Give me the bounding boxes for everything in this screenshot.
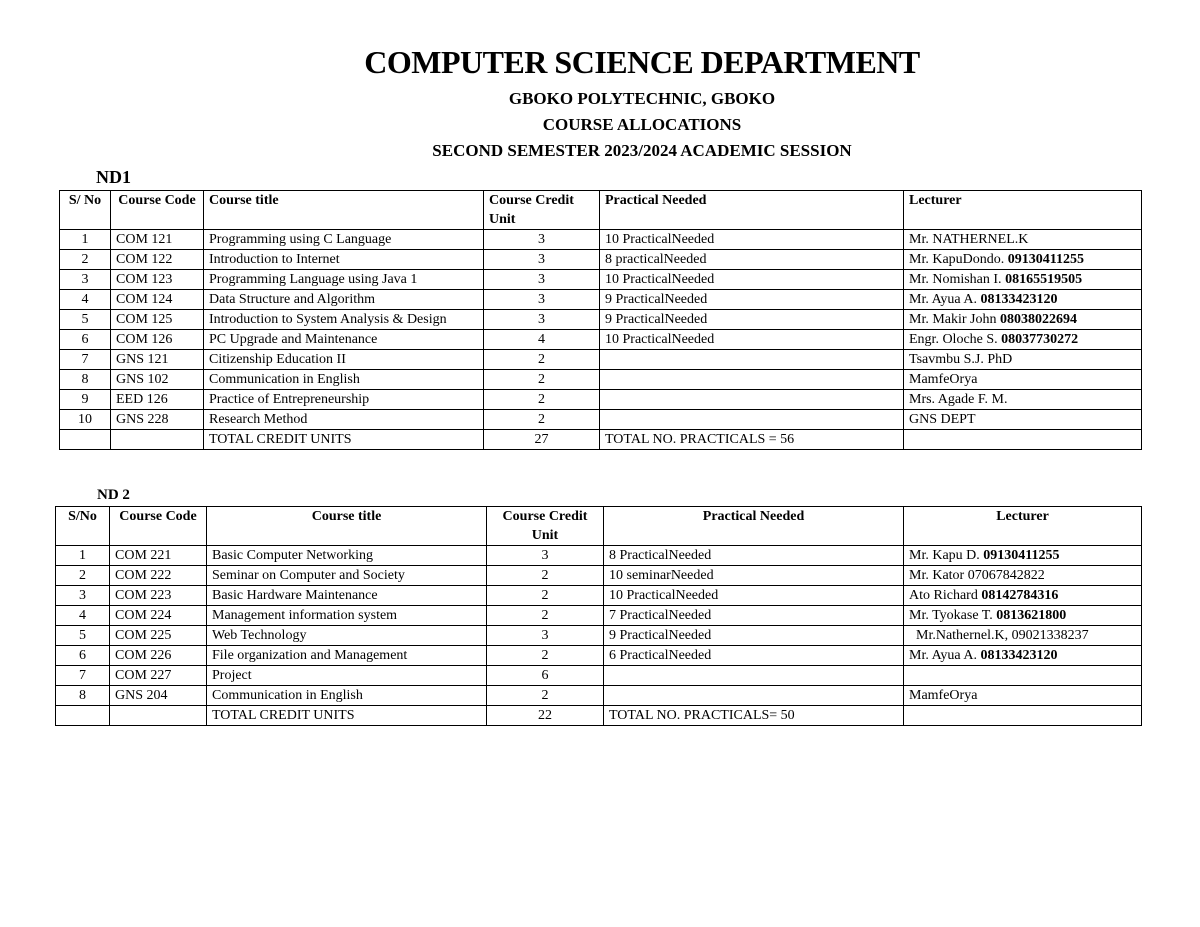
table-row — [56, 666, 1142, 686]
serial-number: 3 — [60, 270, 111, 290]
lecturer-name: Mr. NATHERNEL.K — [909, 232, 1029, 247]
course-title: Basic Computer Networking — [207, 546, 487, 566]
lecturer-name: Tsavmbu S.J. PhD — [909, 352, 1013, 367]
table-row — [56, 546, 1142, 566]
column-header: Course Credit Unit — [487, 507, 604, 546]
total-practicals: TOTAL NO. PRACTICALS = 56 — [600, 430, 904, 450]
course-code: EED 126 — [111, 390, 204, 410]
lecturer-phone: 09130411255 — [983, 548, 1060, 563]
course-title: Basic Hardware Maintenance — [207, 586, 487, 606]
lecturer — [904, 686, 1142, 706]
credit-unit: 2 — [487, 586, 604, 606]
credit-unit: 3 — [484, 250, 600, 270]
lecturer-phone: 08038022694 — [1000, 312, 1077, 327]
credit-unit: 2 — [484, 350, 600, 370]
subtitle: COURSE ALLOCATIONS — [542, 115, 742, 134]
table-row — [60, 290, 1142, 310]
serial-number: 1 — [56, 546, 110, 566]
column-header: Practical Needed — [604, 507, 904, 546]
lecturer-phone: 08142784316 — [981, 588, 1059, 603]
table-header — [60, 191, 1142, 230]
table-row — [56, 606, 1142, 626]
lecturer-name: Engr. Oloche S. — [909, 332, 998, 347]
course-title: Programming Language using Java 1 — [204, 270, 484, 290]
lecturer — [904, 586, 1142, 606]
serial-number: 4 — [60, 290, 111, 310]
practical-needed: 10 PracticalNeeded — [600, 230, 904, 250]
practical-needed: 9 PracticalNeeded — [604, 626, 904, 646]
serial-number: 2 — [60, 250, 111, 270]
credit-unit: 2 — [484, 390, 600, 410]
course-code: COM 225 — [110, 626, 207, 646]
practical-needed: 8 PracticalNeeded — [604, 546, 904, 566]
course-code: COM 222 — [110, 566, 207, 586]
lecturer-phone: 08133423120 — [980, 292, 1058, 307]
course-title: Communication in English — [207, 686, 487, 706]
course-title: Communication in English — [204, 370, 484, 390]
lecturer — [904, 310, 1142, 330]
serial-number: 10 — [60, 410, 111, 430]
lecturer-name: Mr. Tyokase T. — [909, 608, 993, 623]
empty-cell — [904, 430, 1142, 450]
total-row — [60, 430, 1142, 450]
lecturer-name: MamfeOrya — [909, 688, 978, 703]
course-code: GNS 102 — [111, 370, 204, 390]
serial-number: 7 — [60, 350, 111, 370]
lecturer-name: Mr. Ayua A. — [909, 292, 977, 307]
course-title: Citizenship Education II — [204, 350, 484, 370]
practical-needed: 6 PracticalNeeded — [604, 646, 904, 666]
table-row — [60, 410, 1142, 430]
serial-number: 2 — [56, 566, 110, 586]
lecturer-name: Mrs. Agade F. M. — [909, 392, 1008, 407]
course-title: Introduction to Internet — [204, 250, 484, 270]
serial-number: 7 — [56, 666, 110, 686]
nd1-label: ND1 — [96, 167, 131, 187]
table-row — [56, 566, 1142, 586]
lecturer-name: GNS DEPT — [909, 412, 976, 427]
practical-needed — [600, 370, 904, 390]
lecturer — [904, 370, 1142, 390]
practical-needed: 10 PracticalNeeded — [600, 270, 904, 290]
credit-unit: 6 — [487, 666, 604, 686]
lecturer — [904, 330, 1142, 350]
serial-number: 3 — [56, 586, 110, 606]
serial-number: 5 — [60, 310, 111, 330]
lecturer — [904, 350, 1142, 370]
serial-number: 8 — [56, 686, 110, 706]
total-row — [56, 706, 1142, 726]
total-practicals: TOTAL NO. PRACTICALS= 50 — [604, 706, 904, 726]
column-header: S/ No — [60, 191, 111, 230]
total-label: TOTAL CREDIT UNITS — [207, 706, 487, 726]
table-row — [60, 370, 1142, 390]
lecturer-phone: 08133423120 — [980, 648, 1058, 663]
lecturer-name: Mr. KapuDondo. — [909, 252, 1005, 267]
table-row — [60, 310, 1142, 330]
credit-unit: 3 — [484, 270, 600, 290]
lecturer — [904, 566, 1142, 586]
lecturer — [904, 606, 1142, 626]
serial-number: 5 — [56, 626, 110, 646]
course-code: COM 226 — [110, 646, 207, 666]
practical-needed — [600, 410, 904, 430]
practical-needed: 10 PracticalNeeded — [604, 586, 904, 606]
column-header: Course title — [207, 507, 487, 546]
table-row — [60, 350, 1142, 370]
session: SECOND SEMESTER 2023/2024 ACADEMIC SESSION — [432, 141, 852, 160]
credit-unit: 2 — [484, 370, 600, 390]
course-title: Programming using C Language — [204, 230, 484, 250]
lecturer-name: Mr. Kator 07067842822 — [909, 568, 1045, 583]
lecturer — [904, 270, 1142, 290]
total-units: 27 — [484, 430, 600, 450]
credit-unit: 3 — [484, 230, 600, 250]
course-code: COM 126 — [111, 330, 204, 350]
course-code: COM 221 — [110, 546, 207, 566]
course-title: Introduction to System Analysis & Design — [204, 310, 484, 330]
practical-needed: 10 PracticalNeeded — [600, 330, 904, 350]
credit-unit: 3 — [484, 290, 600, 310]
column-header: Practical Needed — [600, 191, 904, 230]
lecturer-name: Ato Richard — [909, 588, 978, 603]
course-code: COM 122 — [111, 250, 204, 270]
practical-needed — [604, 666, 904, 686]
course-code: GNS 121 — [111, 350, 204, 370]
lecturer — [904, 290, 1142, 310]
serial-number: 6 — [56, 646, 110, 666]
course-code: GNS 204 — [110, 686, 207, 706]
empty-cell — [111, 430, 204, 450]
course-title: Management information system — [207, 606, 487, 626]
lecturer-name: Mr. Nomishan I. — [909, 272, 1002, 287]
serial-number: 1 — [60, 230, 111, 250]
lecturer — [904, 250, 1142, 270]
practical-needed — [600, 350, 904, 370]
nd2-table — [55, 506, 1142, 726]
table-header — [56, 507, 1142, 546]
course-title: Practice of Entrepreneurship — [204, 390, 484, 410]
course-code: COM 224 — [110, 606, 207, 626]
course-title: Research Method — [204, 410, 484, 430]
course-code: COM 223 — [110, 586, 207, 606]
lecturer — [904, 390, 1142, 410]
course-code: GNS 228 — [111, 410, 204, 430]
lecturer — [904, 666, 1142, 686]
table-row — [60, 270, 1142, 290]
course-code: COM 227 — [110, 666, 207, 686]
column-header: Course Credit Unit — [484, 191, 600, 230]
course-code: COM 124 — [111, 290, 204, 310]
column-header: Course title — [204, 191, 484, 230]
practical-needed: 10 seminarNeeded — [604, 566, 904, 586]
course-title: Seminar on Computer and Society — [207, 566, 487, 586]
empty-cell — [904, 706, 1142, 726]
course-title: Project — [207, 666, 487, 686]
practical-needed: 8 practicalNeeded — [600, 250, 904, 270]
empty-cell — [56, 706, 110, 726]
lecturer-phone: 09130411255 — [1007, 252, 1085, 267]
credit-unit: 2 — [487, 606, 604, 626]
credit-unit: 3 — [487, 546, 604, 566]
column-header: Course Code — [111, 191, 204, 230]
lecturer-phone: 0813621800 — [996, 608, 1067, 623]
practical-needed: 7 PracticalNeeded — [604, 606, 904, 626]
course-title: File organization and Management — [207, 646, 487, 666]
empty-cell — [60, 430, 111, 450]
column-header: Course Code — [110, 507, 207, 546]
empty-cell — [110, 706, 207, 726]
lecturer-phone: 08037730272 — [1001, 332, 1079, 347]
total-units: 22 — [487, 706, 604, 726]
credit-unit: 3 — [487, 626, 604, 646]
total-label: TOTAL CREDIT UNITS — [204, 430, 484, 450]
column-header: S/No — [56, 507, 110, 546]
lecturer — [904, 546, 1142, 566]
credit-unit: 2 — [487, 566, 604, 586]
credit-unit: 4 — [484, 330, 600, 350]
table-row — [60, 330, 1142, 350]
lecturer-name: MamfeOrya — [909, 372, 978, 387]
lecturer-name: Mr.Nathernel.K, 09021338237 — [909, 628, 1089, 643]
course-code: COM 125 — [111, 310, 204, 330]
lecturer-phone: 08165519505 — [1005, 272, 1083, 287]
table-row — [56, 646, 1142, 666]
lecturer — [904, 410, 1142, 430]
lecturer — [904, 230, 1142, 250]
practical-needed: 9 PracticalNeeded — [600, 290, 904, 310]
serial-number: 6 — [60, 330, 111, 350]
credit-unit: 2 — [487, 686, 604, 706]
column-header: Lecturer — [904, 507, 1142, 546]
nd1-table — [59, 190, 1142, 450]
lecturer-name: Mr. Ayua A. — [909, 648, 977, 663]
serial-number: 9 — [60, 390, 111, 410]
nd2-label: ND 2 — [97, 487, 130, 503]
course-title: Data Structure and Algorithm — [204, 290, 484, 310]
serial-number: 4 — [56, 606, 110, 626]
course-code: COM 123 — [111, 270, 204, 290]
practical-needed: 9 PracticalNeeded — [600, 310, 904, 330]
table-row — [60, 250, 1142, 270]
institution: GBOKO POLYTECHNIC, GBOKO — [508, 89, 776, 108]
table-row — [60, 230, 1142, 250]
course-title: PC Upgrade and Maintenance — [204, 330, 484, 350]
course-code: COM 121 — [111, 230, 204, 250]
course-title: Web Technology — [207, 626, 487, 646]
credit-unit: 3 — [484, 310, 600, 330]
column-header: Lecturer — [904, 191, 1142, 230]
lecturer-name: Mr. Makir John — [909, 312, 997, 327]
credit-unit: 2 — [484, 410, 600, 430]
table-row — [60, 390, 1142, 410]
practical-needed — [600, 390, 904, 410]
serial-number: 8 — [60, 370, 111, 390]
credit-unit: 2 — [487, 646, 604, 666]
lecturer-name: Mr. Kapu D. — [909, 548, 980, 563]
table-row — [56, 586, 1142, 606]
lecturer — [904, 626, 1142, 646]
practical-needed — [604, 686, 904, 706]
table-row — [56, 626, 1142, 646]
table-row — [56, 686, 1142, 706]
page-title: COMPUTER SCIENCE DEPARTMENT — [364, 44, 920, 80]
lecturer — [904, 646, 1142, 666]
